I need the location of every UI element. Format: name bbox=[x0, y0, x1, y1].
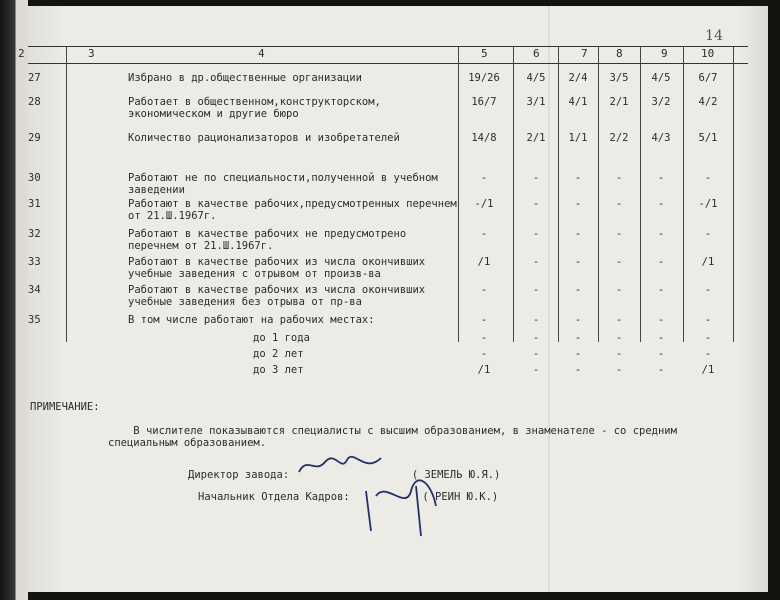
cell-value: 6/7 bbox=[698, 72, 718, 84]
cell-value: 4/1 bbox=[568, 96, 588, 108]
cell-value: /1 bbox=[477, 364, 491, 376]
cell-value: - bbox=[532, 228, 540, 240]
column-divider bbox=[558, 46, 559, 342]
cell-value: - bbox=[532, 332, 540, 344]
row-description: Работают в качестве рабочих не предусмотрено перечнем от 21.Ш.1967г. bbox=[128, 228, 407, 252]
cell-value: - bbox=[532, 314, 540, 326]
row-description: Работают не по специальности,полученной в учебном заведении bbox=[128, 172, 438, 196]
cell-value: 2/1 bbox=[609, 96, 629, 108]
cell-value: 2/4 bbox=[568, 72, 588, 84]
cell-value: - bbox=[574, 172, 582, 184]
cell-value: 14/8 bbox=[471, 132, 497, 144]
row-description: Количество рационализаторов и изобретателей bbox=[128, 132, 400, 144]
cell-value: - bbox=[574, 364, 582, 376]
cell-value: -/1 bbox=[474, 198, 494, 210]
cell-value: 1/1 bbox=[568, 132, 588, 144]
footnote-label: ПРИМЕЧАНИЕ: bbox=[30, 401, 100, 413]
cell-value: - bbox=[704, 284, 712, 296]
cell-value: - bbox=[574, 348, 582, 360]
cell-value: 3/5 bbox=[609, 72, 629, 84]
cell-value: - bbox=[480, 348, 488, 360]
cell-value: - bbox=[532, 256, 540, 268]
col-header-10: 10 bbox=[701, 47, 715, 60]
cell-value: 19/26 bbox=[468, 72, 500, 84]
hr-head-name: ( РЕИН Ю.К.) bbox=[422, 491, 499, 503]
column-divider bbox=[683, 46, 684, 342]
cell-value: /1 bbox=[701, 256, 715, 268]
cell-value: 3/2 bbox=[651, 96, 671, 108]
cell-value: - bbox=[480, 332, 488, 344]
cell-value: - bbox=[704, 332, 712, 344]
row-number: 31 bbox=[28, 198, 41, 210]
cell-value: - bbox=[615, 284, 623, 296]
cell-value: /1 bbox=[701, 364, 715, 376]
cell-value: - bbox=[480, 314, 488, 326]
row-number: 32 bbox=[28, 228, 41, 240]
cell-value: - bbox=[532, 172, 540, 184]
left-binding-strip bbox=[0, 0, 28, 600]
column-divider bbox=[458, 46, 459, 342]
cell-value: - bbox=[704, 314, 712, 326]
row-number: 35 bbox=[28, 314, 41, 326]
column-divider bbox=[598, 46, 599, 342]
col-header-6: 6 bbox=[533, 47, 540, 60]
cell-value: 4/5 bbox=[651, 72, 671, 84]
cell-value: - bbox=[615, 348, 623, 360]
row-number: 27 bbox=[28, 72, 41, 84]
director-signature-line bbox=[188, 454, 500, 481]
row-description: Работает в общественном,конструкторском, экономическом и другие бюро bbox=[128, 96, 381, 120]
cell-value: - bbox=[657, 332, 665, 344]
row-number: 28 bbox=[28, 96, 41, 108]
cell-value: - bbox=[704, 348, 712, 360]
row-description: Работают в качестве рабочих из числа окончивших учебные заведения без отрыва от пр-ва bbox=[128, 284, 426, 308]
director-title: Директор завода: bbox=[188, 469, 290, 481]
cell-value: - bbox=[574, 228, 582, 240]
column-divider bbox=[733, 46, 734, 342]
column-divider bbox=[513, 46, 514, 342]
cell-value: - bbox=[532, 284, 540, 296]
row-description: Работают в качестве рабочих из числа окончивших учебные заведения с отрывом от произв-ва bbox=[128, 256, 426, 280]
cell-value: - bbox=[574, 314, 582, 326]
cell-value: 5/1 bbox=[698, 132, 718, 144]
cell-value: - bbox=[615, 314, 623, 326]
document-page bbox=[18, 6, 768, 592]
cell-value: - bbox=[657, 256, 665, 268]
cell-value: 3/1 bbox=[526, 96, 546, 108]
cell-value: - bbox=[704, 228, 712, 240]
row-description: Работают в качестве рабочих,предусмотренных перечнем от 21.Ш.1967г. bbox=[128, 198, 457, 222]
footnote bbox=[30, 401, 728, 461]
signature-scribble-icon bbox=[356, 471, 446, 541]
cell-value: - bbox=[532, 198, 540, 210]
cell-value: - bbox=[574, 284, 582, 296]
column-divider bbox=[640, 46, 641, 342]
cell-value: - bbox=[657, 228, 665, 240]
cell-value: - bbox=[657, 198, 665, 210]
row-description: до 3 лет bbox=[253, 364, 304, 376]
cell-value: 16/7 bbox=[471, 96, 497, 108]
row-number: 33 bbox=[28, 256, 41, 268]
cell-value: - bbox=[532, 364, 540, 376]
cell-value: - bbox=[615, 172, 623, 184]
cell-value: - bbox=[657, 284, 665, 296]
cell-value: - bbox=[657, 314, 665, 326]
col-header-8: 8 bbox=[616, 47, 623, 60]
col-header-7: 7 bbox=[581, 47, 588, 60]
cell-value: - bbox=[574, 198, 582, 210]
paper-fold bbox=[548, 6, 550, 592]
col-header-2: 2 bbox=[18, 47, 25, 60]
row-description: до 1 года bbox=[253, 332, 310, 344]
cell-value: - bbox=[615, 256, 623, 268]
cell-value: - bbox=[615, 332, 623, 344]
cell-value: - bbox=[480, 228, 488, 240]
hr-head-signature-line bbox=[198, 491, 498, 503]
director-name: ( ЗЕМЕЛЬ Ю.Я.) bbox=[411, 469, 501, 481]
cell-value: - bbox=[574, 256, 582, 268]
cell-value: 2/2 bbox=[609, 132, 629, 144]
row-number: 34 bbox=[28, 284, 41, 296]
cell-value: 4/2 bbox=[698, 96, 718, 108]
col-header-9: 9 bbox=[661, 47, 668, 60]
cell-value: - bbox=[480, 172, 488, 184]
cell-value: -/1 bbox=[698, 198, 718, 210]
cell-value: - bbox=[615, 228, 623, 240]
cell-value: - bbox=[532, 348, 540, 360]
cell-value: - bbox=[657, 364, 665, 376]
page-number: 14 bbox=[705, 28, 723, 44]
footnote-text: В числителе показываются специалисты с высшим образованием, в знаменателе - со средним специальным образованием. bbox=[108, 425, 684, 449]
cell-value: /1 bbox=[477, 256, 491, 268]
cell-value: - bbox=[615, 198, 623, 210]
row-description: В том числе работают на рабочих местах: bbox=[128, 314, 375, 326]
col-header-3: 3 bbox=[88, 47, 95, 60]
col-header-5: 5 bbox=[481, 47, 488, 60]
column-divider bbox=[66, 46, 67, 342]
hr-head-title: Начальник Отдела Кадров: bbox=[198, 491, 350, 503]
col-header-4: 4 bbox=[258, 47, 265, 60]
cell-value: - bbox=[480, 284, 488, 296]
cell-value: 2/1 bbox=[526, 132, 546, 144]
row-description: до 2 лет bbox=[253, 348, 304, 360]
cell-value: - bbox=[704, 172, 712, 184]
cell-value: 4/3 bbox=[651, 132, 671, 144]
cell-value: - bbox=[657, 172, 665, 184]
cell-value: - bbox=[615, 364, 623, 376]
cell-value: - bbox=[574, 332, 582, 344]
row-description: Избрано в др.общественные организации bbox=[128, 72, 362, 84]
cell-value: - bbox=[657, 348, 665, 360]
cell-value: 4/5 bbox=[526, 72, 546, 84]
row-number: 29 bbox=[28, 132, 41, 144]
row-number: 30 bbox=[28, 172, 41, 184]
